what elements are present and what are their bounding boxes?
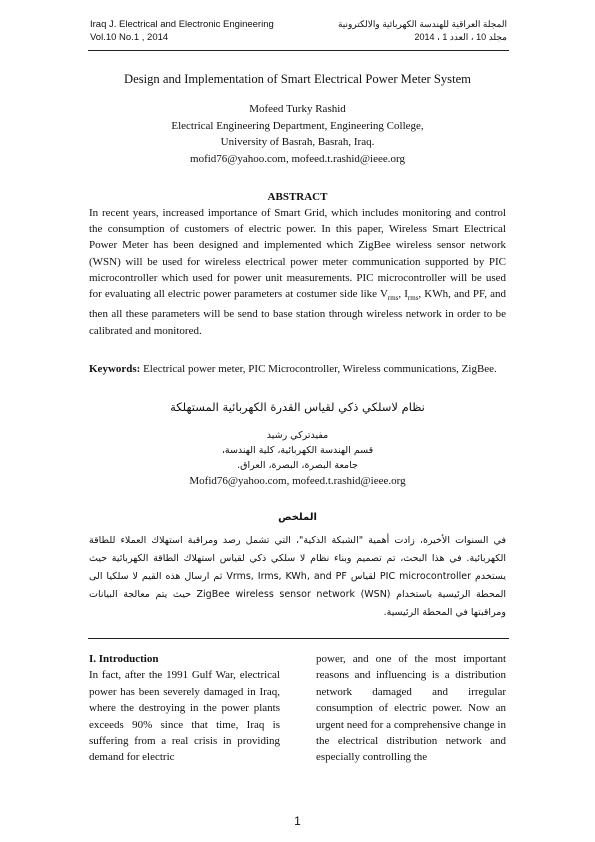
author-university: University of Basrah, Basrah, Iraq.	[220, 136, 375, 148]
column-right	[316, 651, 506, 766]
keywords-text: Electrical power meter, PIC Microcontroller, Wireless communications, ZigBee.	[140, 363, 497, 375]
paper-title: Design and Implementation of Smart Electrical Power Meter System	[124, 72, 471, 86]
arabic-author-block	[0, 428, 595, 473]
column-left	[89, 651, 280, 766]
journal-header-english	[90, 18, 274, 44]
arabic-author-email: Mofid76@yahoo.com, mofeed.t.rashid@ieee.org	[189, 475, 406, 487]
arabic-author-name: مفيدتركي رشيد	[266, 430, 329, 441]
header-divider	[88, 50, 509, 51]
subscript-rms-1: rms	[387, 294, 399, 303]
page-number: 1	[294, 814, 301, 828]
author-email: mofid76@yahoo.com, mofeed.t.rashid@ieee.org	[190, 152, 405, 165]
abstract-heading: ABSTRACT	[267, 191, 328, 203]
keywords	[89, 361, 506, 377]
introduction-text-right: power, and one of the most important reasons and influencing is a distribution network damaged and irregular consumption of electric power. Now an urgent need for a comprehensive change in the electrical distribution network and especially controlling the	[316, 653, 506, 764]
abstract-text-1: In recent years, increased importance of Smart Grid, which includes monitoring and control the consumption of customers of electric power. In this paper, Wireless Smart Electrical Power Meter has been designed and implemented which ZigBee wireless sensor network (WSN) will be used for wireless electrical power meter communication supported by PIC microcontroller which used for power unit measurements. PIC microcontroller will be used for evaluating all electric power parameters at costumer side like V	[89, 207, 506, 301]
journal-header-arabic	[338, 18, 507, 44]
abstract-text-3: , KWh, and PF, and then all these parameters will be send to base station through wireless network in order to be calibrated and monitored.	[89, 288, 506, 337]
arabic-university: جامعة البصرة، البصرة، العراق.	[237, 460, 358, 471]
arabic-abstract-body: في السنوات الأخيرة، زادت أهمية "الشبكة الذكية"، التي تشمل رصد ومراقبة استهلاك العملاء للطاقة الكهربائية. في هذا البحث، تم تصميم وبناء نظام لا سلكي ذكي لقياس استهلاك الطاقة الكهربائية حيث يستخدم PIC microcontroller لقياس Vrms, Irms, KWh, and PF ثم ارسال هذه القيم لا سلكيا الى المحطة الرئيسية باستخدام ZigBee wireless sensor network (WSN) حيث يتم معالجة البيانات ومراقبتها في المحطة الرئيسية.	[89, 535, 506, 618]
arabic-abstract-heading: الملخص	[278, 512, 317, 523]
arabic-title: نظام لاسلكي ذكي لقياس القدرة الكهربائية المستهلكة	[170, 400, 425, 414]
journal-volume: Vol.10 No.1 , 2014	[90, 32, 169, 43]
keywords-label: Keywords:	[89, 363, 141, 375]
introduction-text-left: In fact, after the 1991 Gulf War, electrical power has been severely damaged in Iraq, where the destroying in the power plants exceeds 90% since that time, Iraq is suffering from a real crisis in providing demand for electric	[89, 669, 280, 764]
arabic-department: قسم الهندسة الكهربائية، كلية الهندسة،	[221, 445, 374, 456]
author-department: Electrical Engineering Department, Engineering College,	[171, 119, 424, 132]
abstract-text-2: , I	[398, 288, 408, 301]
author-block	[0, 101, 595, 167]
journal-volume-arabic: مجلد 10 ، العدد 1 ، 2014	[414, 32, 507, 42]
abstract-body	[89, 205, 506, 339]
section-divider	[88, 638, 509, 639]
subscript-rms-2: rms	[407, 294, 419, 303]
journal-name: Iraq J. Electrical and Electronic Engineering	[90, 19, 274, 30]
author-name: Mofeed Turky Rashid	[249, 103, 346, 115]
section-heading-introduction: I. Introduction	[89, 653, 159, 665]
journal-name-arabic: المجلة العراقية للهندسة الكهربائية والالكترونية	[337, 19, 507, 29]
